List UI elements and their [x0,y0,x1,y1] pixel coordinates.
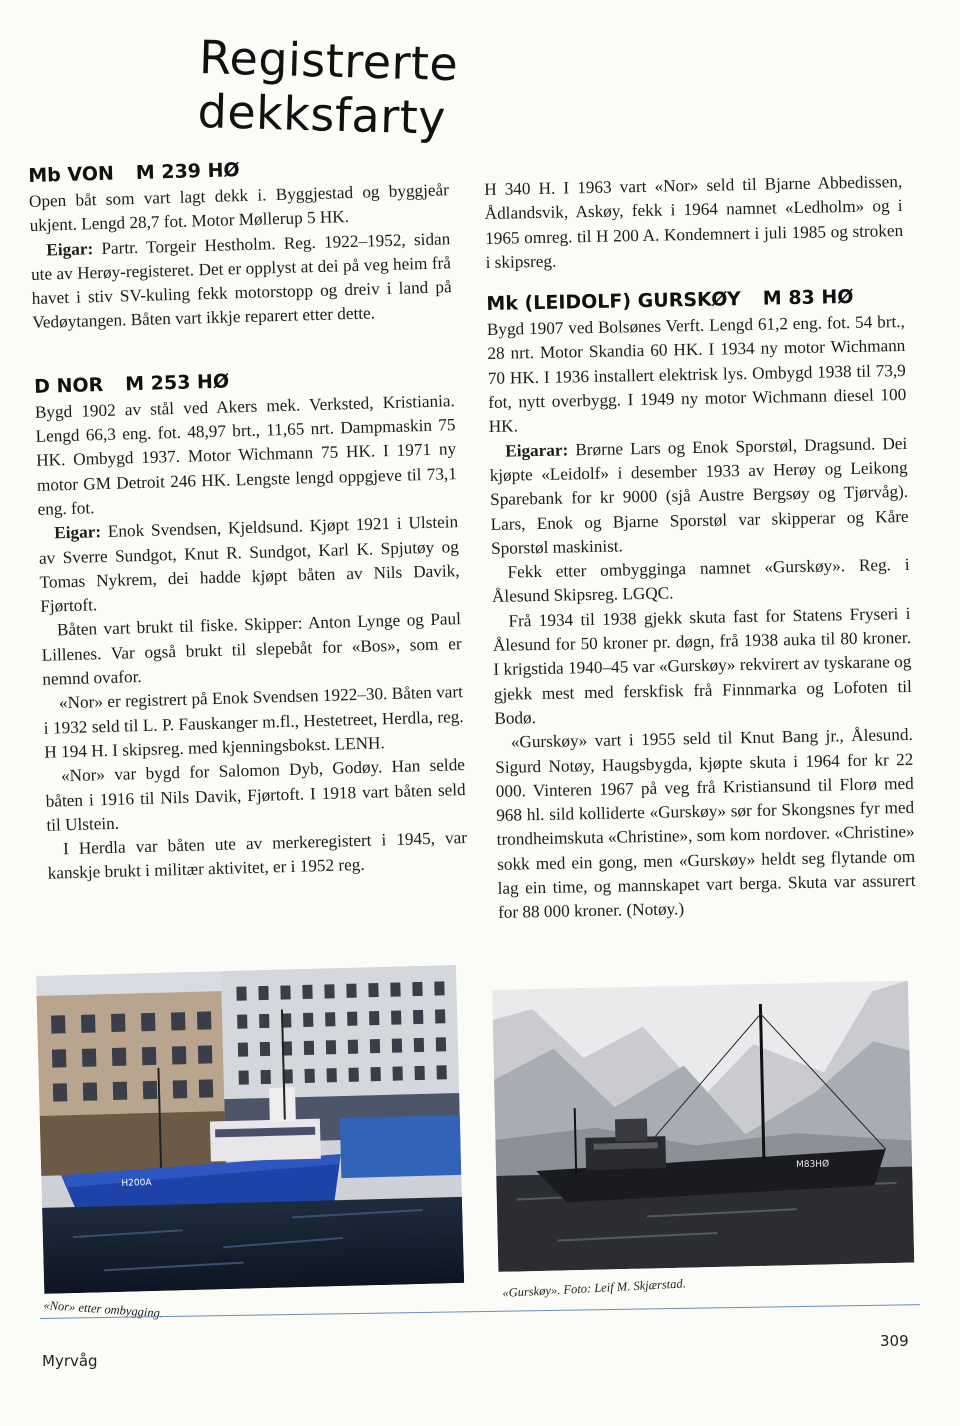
gurskoy-photo [492,981,914,1272]
gurskoy-paragraph-2 [489,432,909,561]
footer-name: Myrvåg [42,1352,98,1370]
nor-owner-label: Eigar: [54,522,102,543]
nor-paragraph-6: I Herdla var båten ute av merkeregistert i 1945, var kanskje brukt i militær aktivitet, er i 1952 reg. [47,828,468,884]
gurskoy-owner-label: Eigarar: [505,440,569,461]
gurskoy-paragraph-3: Fekk etter ombygginga namnet «Gurskøy». Reg. i Ålesund Skipsreg. LGQC. [491,555,910,607]
nor-reg: M 253 HØ [124,370,230,396]
page-title: Registrerte dekksfarty [196,30,460,145]
footer-rule [40,1304,920,1319]
nor-photo-caption: «Nor» etter ombygging. [43,1298,164,1321]
right-column [484,170,916,925]
nor-owner-text: Enok Svendsen, Kjeldsund. Kjøpt 1921 i Ulstein av Sverre Sundgot, Knut R. Sundgot, Karl K. Spjutøy og Tomas Nykrem, dei hadde kjøpt båten av Nils Davik, Fjørtoft. [38,512,460,616]
von-owner-label: Eigar: [46,238,94,260]
von-owner-text: Partr. Torgeir Hestholm. Reg. 1922–1952, sidan ute av Herøy-registeret. Det er opplyst at dei på veg heim frå havet i stiv SV-kuling fekk motorstopp og dreiv i land på Vedøytangen. Båten vart ikkje reparert etter dette. [30,228,452,333]
gurskoy-name: Mk (LEIDOLF) GURSKØY [486,288,742,316]
page-number: 309 [880,1332,909,1350]
nor-paragraph-3: Båten vart brukt til fiske. Skipper: Anton Lynge og Paul Lillenes. Var også brukt til slepebåt for «Bos», som er nemnd ovafor. [41,609,462,689]
nor-paragraph-5: «Nor» var bygd for Salomon Dyb, Godøy. Han selde båten i 1916 til Nils Davik, Fjørtoft. I 1918 vart båten seld til Ulstein. [45,755,466,835]
gurskoy-photo-caption: «Gurskøy». Foto: Leif M. Skjærstad. [502,1276,687,1300]
gurskoy-photo-illustration [492,981,914,1272]
gurskoy-owner-text: Brørne Lars og Enok Sporstøl, Dragsund. Dei kjøpte «Leidolf» i desember 1933 av Herøy og Leikong Sparebank for kr 9000 (sjå Austre Bergsøy og Tjørvåg). Lars, Enok og Bjarne Sporstøl var skipperar og Kåre Sporstøl maskinist. [489,433,909,558]
nor-paragraph-7: H 340 H. I 1963 vart «Nor» seld til Bjarne Abbedissen, Ådlandsvik, Askøy, fekk i 1964 namnet «Ledholm» og i 1965 omreg. til H 200 A. Kondemnert i juli 1985 og stroken i skipsreg. [484,171,904,272]
nor-hull-marking: H200A [121,1178,152,1189]
von-reg: M 239 HØ [135,159,240,184]
von-paragraph-2 [30,227,453,336]
gurskoy-hull-marking: M83HØ [795,1159,830,1171]
nor-paragraph-4: «Nor» er registrert på Enok Svendsen 1922–30. Båten vart i 1932 seld til L. P. Fauskanger m.fl., Hestetreet, Herdla, reg. H 194 H. I skipsreg. med kjenningsbokst. LENH. [43,682,464,762]
nor-name: D NOR [33,373,104,398]
gurskoy-reg: M 83 HØ [762,286,854,310]
gurskoy-paragraph-1: Bygd 1907 ved Bolsønes Verft. Lengd 61,2 eng. fot. 54 brt., 28 nrt. Motor Skandia 60 HK. I 1934 ny motor Wichmann 70 HK. I 1936 installert elektrisk lys. Ombygd 1938 til 73,9 fot, nytt overbygg. I 1949 ny motor Wichmann diesel 100 HK. [486,312,907,437]
nor-photo-illustration [36,965,464,1294]
nor-paragraph-2 [38,510,461,619]
gurskoy-paragraph-5: «Gurskøy» vart i 1955 seld til Knut Bang jr., Ålesund. Sigurd Notøy, Haugsbygda, kjøpte skuta i 1964 for kr 22 000. Vinteren 1967 på veg frå Kristiansund til Florø med 968 hl. sild kolliderte «Gurskøy» sør for Skongsnes fyr med trondheimskuta «Christine», som kom nordover. «Christine» sokk med ein gong, men «Gurskøy» heldt seg flytande om lag ein time, og mannskapet vart berga. Skuta var assurert for 88 000 kroner. (Notøy.) [495,725,916,923]
left-column [28,153,468,886]
von-paragraph-1: Open båt som vart lagt dekk i. Byggjestad og byggjeår ukjent. Lengd 28,7 fot. Motor Møllerup 5 HK. [28,180,450,236]
gurskoy-paragraph-4: Frå 1934 til 1938 gjekk skuta fast for Statens Fryseri i Ålesund for 50 kroner pr. døgn, frå 1938 auka til 80 kroner. I krigstida 1940–45 var «Gurskøy» rekvirert av tyskarane og gjekk mest med ferskfisk frå Finnmarka og Lofoten til Bodø. [492,603,913,728]
nor-photo [36,965,464,1294]
von-name: Mb VON [28,162,115,187]
nor-paragraph-1: Bygd 1902 av stål ved Akers mek. Verksted, Kristiania. Lengd 66,3 eng. fot. 48,97 brt., 11,65 nrt. Dampmaskin 75 HK. Ombygd 1937. Motor Wichmann 75 HK. I 1971 ny motor GM Detroit 246 HK. Lengste lengd oppgjeve til 73,1 eng. fot. [34,390,458,519]
